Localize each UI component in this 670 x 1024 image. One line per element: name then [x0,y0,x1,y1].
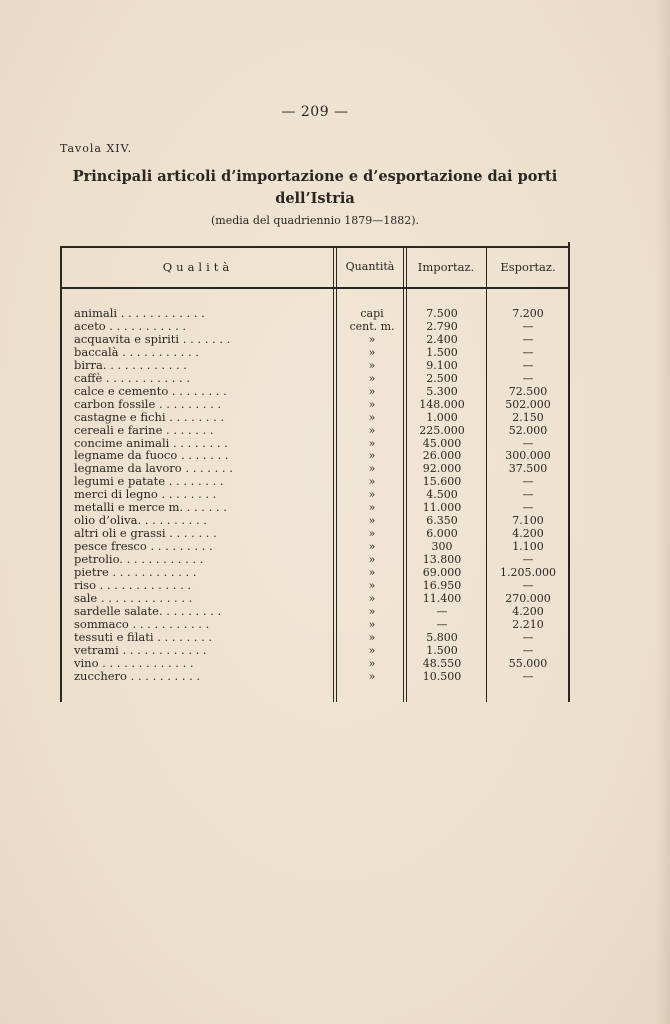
row-name: legname da fuoco . . . . . . . [74,449,229,463]
row-name: aceto . . . . . . . . . . . [74,319,187,333]
row-quantita: » [368,436,376,450]
table-title-line-1: Principali articoli d’importazione e d’esportazione dai porti [72,168,558,185]
table-row [0,579,670,592]
row-name: vino . . . . . . . . . . . . . [74,656,194,670]
row-name: birra. . . . . . . . . . . . [74,358,187,372]
table-title [40,166,590,210]
table-row [0,333,670,346]
table-row [0,605,670,618]
row-esportaz: 52.000 [508,423,548,437]
table-row [0,437,670,450]
row-esportaz: 2.210 [512,617,544,631]
row-esportaz: — [522,630,534,644]
row-quantita: » [368,527,376,541]
table-row [0,424,670,437]
table-row [0,670,670,683]
table-row [0,501,670,514]
row-importaz: — [436,604,448,618]
row-quantita: » [368,475,376,489]
row-importaz: 13.800 [422,553,462,567]
row-importaz: 2.500 [426,371,458,385]
row-name: sommaco . . . . . . . . . . . [74,617,210,631]
row-quantita: » [368,410,376,424]
table-row [0,618,670,631]
row-importaz: 92.000 [422,462,462,476]
row-name: tessuti e filati . . . . . . . . [74,630,213,644]
row-name: calce e cemento . . . . . . . . [74,384,227,398]
row-name: animali . . . . . . . . . . . . [74,307,205,320]
row-name: pesce fresco . . . . . . . . . [74,540,213,554]
row-esportaz: 7.100 [512,514,544,528]
row-esportaz: 4.200 [512,604,544,618]
row-name: petrolio. . . . . . . . . . . . [74,553,204,567]
row-name: legumi e patate . . . . . . . . [74,475,224,489]
row-esportaz: 502.000 [505,397,551,411]
row-quantita: » [368,578,376,592]
row-importaz: 11.000 [422,501,462,515]
table-row [0,527,670,540]
row-importaz: 10.500 [422,669,462,683]
table-row [0,462,670,475]
row-name: baccalà . . . . . . . . . . . [74,345,199,359]
row-name: acquavita e spiriti . . . . . . . [74,332,231,346]
row-quantita: » [368,566,376,579]
row-quantita: » [368,630,376,644]
row-importaz: 1.500 [426,643,458,657]
row-esportaz: 72.500 [508,384,548,398]
header-quantita: Quantità [345,260,395,273]
row-importaz: 26.000 [422,449,462,463]
row-esportaz: — [522,436,534,450]
table-label: Tavola XIV. [60,142,133,155]
row-name: castagne e fichi . . . . . . . . [74,410,225,424]
table-title-line-2: dell’Istria [275,190,355,207]
row-name: vetrami . . . . . . . . . . . . [74,643,207,657]
row-quantita: » [368,514,376,528]
table-row [0,359,670,372]
row-name: olio d’oliva. . . . . . . . . . [74,514,207,528]
table-header-rule [60,287,570,289]
row-importaz: 48.550 [422,656,462,670]
table-top-rule [60,246,570,248]
table-row [0,540,670,553]
row-name: pietre . . . . . . . . . . . . [74,566,197,579]
row-esportaz: 7.200 [512,307,544,320]
table-row [0,488,670,501]
row-esportaz: 300.000 [505,449,551,463]
row-name: sale . . . . . . . . . . . . . [74,591,193,605]
row-esportaz: 270.000 [505,591,551,605]
table-row [0,566,670,579]
table-row [0,514,670,527]
table-subtitle: (media del quadriennio 1879—1882). [210,214,419,227]
row-esportaz: — [522,578,534,592]
row-quantita: » [368,591,376,605]
row-esportaz: — [522,643,534,657]
row-quantita: » [368,604,376,618]
row-name: altri oli e grassi . . . . . . . [74,527,217,541]
row-esportaz: — [522,319,534,333]
row-name: legname da lavoro . . . . . . . [74,462,233,476]
row-quantita: » [368,462,376,476]
row-name: metalli e merce m. . . . . . . [74,501,227,515]
row-quantita: » [368,345,376,359]
row-name: concime animali . . . . . . . . [74,436,228,450]
row-importaz: 6.000 [426,527,458,541]
table-row [0,398,670,411]
row-name: sardelle salate. . . . . . . . . [74,604,222,618]
row-esportaz: — [522,345,534,359]
row-importaz: 1.000 [426,410,458,424]
row-quantita: » [368,488,376,502]
row-esportaz: — [522,488,534,502]
table-row [0,631,670,644]
row-importaz: — [436,617,448,631]
row-quantita: » [368,643,376,657]
row-importaz: 2.790 [426,319,458,333]
row-name: carbon fossile . . . . . . . . . [74,397,222,411]
row-quantita: » [368,384,376,398]
table-row [0,449,670,462]
row-esportaz: — [522,553,534,567]
row-name: merci di legno . . . . . . . . [74,488,217,502]
row-importaz: 5.300 [426,384,458,398]
table-row [0,346,670,359]
table-row [0,307,670,320]
row-esportaz: — [522,332,534,346]
row-quantita: cent. m. [349,319,395,333]
row-importaz: 69.000 [422,566,462,579]
table-row [0,553,670,566]
row-importaz: 2.400 [426,332,458,346]
row-quantita: » [368,423,376,437]
header-esportaz: Esportaz. [500,260,556,274]
row-name: cereali e farine . . . . . . . [74,423,214,437]
row-esportaz: — [522,358,534,372]
row-importaz: 45.000 [422,436,462,450]
row-importaz: 1.500 [426,345,458,359]
row-importaz: 300 [431,540,453,554]
table-row [0,385,670,398]
row-esportaz: — [522,475,534,489]
row-quantita: » [368,540,376,554]
row-quantita: » [368,332,376,346]
table-row [0,657,670,670]
row-name: caffè . . . . . . . . . . . . [74,371,191,385]
table-row [0,372,670,385]
row-esportaz: 55.000 [508,656,548,670]
row-esportaz: — [522,371,534,385]
row-esportaz: 37.500 [508,462,548,476]
table-row [0,475,670,488]
row-importaz: 11.400 [422,591,462,605]
header-qualita: Qualità [162,260,234,274]
table-row [0,411,670,424]
row-quantita: » [368,358,376,372]
header-importaz: Importaz. [417,260,475,274]
row-name: zucchero . . . . . . . . . . [74,669,201,683]
row-importaz: 148.000 [419,397,465,411]
row-esportaz: — [522,501,534,515]
row-quantita: » [368,501,376,515]
row-quantita: » [368,449,376,463]
row-quantita: » [368,553,376,567]
table-row [0,592,670,605]
row-esportaz: — [522,669,534,683]
row-importaz: 15.600 [422,475,462,489]
row-quantita: » [368,617,376,631]
page-number: — 209 — [281,104,349,120]
table-row [0,644,670,657]
table-row [0,320,670,333]
row-name: riso . . . . . . . . . . . . . [74,578,192,592]
row-importaz: 225.000 [419,423,465,437]
row-quantita: » [368,669,376,683]
row-esportaz: 2.150 [512,410,544,424]
row-quantita: » [368,397,376,411]
row-importaz: 9.100 [426,358,458,372]
row-quantita: » [368,371,376,385]
row-quantita: capi [360,307,384,320]
row-importaz: 7.500 [426,307,458,320]
row-esportaz: 1.100 [512,540,544,554]
row-importaz: 4.500 [426,488,458,502]
row-esportaz: 4.200 [512,527,544,541]
row-importaz: 6.350 [426,514,458,528]
row-esportaz: 1.205.000 [500,566,556,579]
row-importaz: 5.800 [426,630,458,644]
row-importaz: 16.950 [422,578,462,592]
row-quantita: » [368,656,376,670]
